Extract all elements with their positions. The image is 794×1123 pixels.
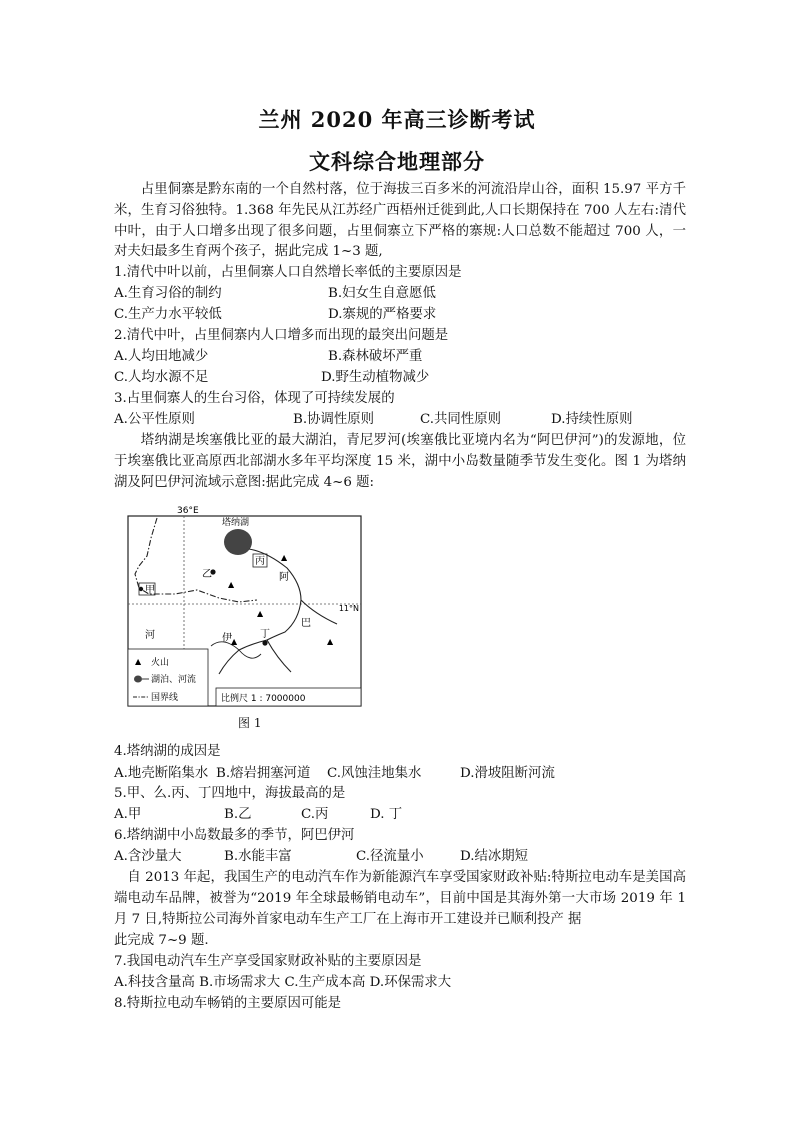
point-jia-dot (139, 587, 143, 591)
intro-paragraph-3: 自 2013 年起，我国生产的电动汽车作为新能源汽车享受国家财政补贴:特斯拉电动车是美国高端电动车品牌，被誉为“2019 年全球最畅销电动车”，目前中国是其海外第一大市场 2019 年 1 月 7 日,特斯拉公司海外首家电动车生产工厂在上海市开工建设并已顺利投产 据 (114, 870, 686, 927)
q1-option-b: B.妇女生自意愿低 (328, 286, 436, 301)
legend-lake-icon (134, 676, 142, 683)
river-char-2: 巴 (301, 618, 311, 629)
volcano-icon: ▲ (327, 637, 334, 646)
intro-paragraph-1: 占里侗寨是黔东南的一个自然村落，位于海拔三百多米的河流沿岸山谷，面积 15.97 平方千米，生育习俗独特。1.368 年先民从江苏经广西梧州迁徙到此,人口长期保持在 700 人左右:清代中叶，由于人口增多出现了很多问题，占里侗寨立下严格的寨规:人口总数不能超过 700 人，一对夫妇最多生育两个孩子，据此完成 1~3 题, (114, 182, 686, 260)
q5-option-c: C.丙 (301, 807, 329, 822)
q1-option-a: A.生育习俗的制约 (114, 286, 222, 301)
question-3: 3.占里侗寨人的生台习俗，体现了可持续发展的 (114, 391, 395, 406)
tana-lake-map (127, 504, 363, 708)
q5-option-d: D. 丁 (370, 807, 403, 822)
question-2: 2.清代中叶，占里侗寨内人口增多而出现的最突出问题是 (114, 328, 449, 343)
q1-option-c: C.生产力水平较低 (114, 307, 222, 322)
point-ding-label: 丁 (260, 629, 270, 640)
volcano-icon: ▲ (257, 609, 264, 618)
question-7: 7.我国电动汽车生产享受国家财政补贴的主要原因是 (114, 954, 422, 969)
river-char-4: 河 (145, 630, 155, 641)
intro-paragraph-3-end: 此完成 7~9 题. (114, 933, 209, 948)
legend-volcano-label: 火山 (151, 658, 170, 668)
q2-option-a: A.人均田地减少 (114, 349, 209, 364)
intro-paragraph-2: 塔纳湖是埃塞俄比亚的最大湖泊，青尼罗河(埃塞俄比亚境内名为“阿巴伊河”)的发源地，位于埃塞俄比亚高原西北部湖水多年平均深度 15 米，湖中小岛数量随季节发生变化。图 1 为塔纳湖及阿巴伊河流域示意图:据此完成 4~6 题: (114, 433, 686, 490)
q3-option-c: C.共同性原则 (420, 412, 501, 427)
q3-option-a: A.公平性原则 (114, 412, 195, 427)
page-subtitle: 文科综合地理部分 (309, 149, 485, 174)
question-8: 8.特斯拉电动车畅销的主要原因可能是 (114, 996, 342, 1011)
q3-option-b: B.协调性原则 (293, 412, 375, 427)
q1-option-d: D.寨规的严格要求 (328, 307, 437, 322)
q6-option-d: D.结冰期短 (460, 849, 529, 864)
q2-option-d: D.野生动植物减少 (321, 370, 430, 385)
point-yi-label: 乙 (202, 569, 212, 580)
figure-caption: 图 1 (238, 716, 262, 730)
longitude-label: 36°E (177, 506, 199, 516)
q5-option-b: B.乙 (224, 807, 252, 822)
point-jia-label: 甲 (145, 585, 155, 596)
question-4: 4.塔纳湖的成因是 (114, 744, 221, 759)
river-char-1: 阿 (279, 572, 289, 583)
legend-lake-label: 湖泊、河流 (151, 675, 197, 685)
q4-option-c: C.风蚀洼地集水 (327, 766, 422, 781)
point-bing-label: 丙 (255, 556, 265, 567)
volcano-icon: ▲ (228, 580, 235, 589)
q4-option-d: D.滑坡阻断河流 (460, 766, 555, 781)
legend-volcano-icon: ▲ (135, 657, 142, 666)
q6-option-b: B.水能丰富 (224, 849, 292, 864)
q2-option-b: B.森林破坏严重 (328, 349, 423, 364)
volcano-icon: ▲ (231, 637, 238, 646)
volcano-icon: ▲ (281, 553, 288, 562)
map-scale-label: 比例尺 1 : 7000000 (221, 694, 306, 704)
q7-options: A.科技含量高 B.市场需求大 C.生产成本高 D.环保需求大 (114, 975, 452, 990)
river-char-3: 伊 (222, 633, 232, 644)
q5-option-a: A.甲 (114, 807, 142, 822)
legend-border-label: 国界线 (151, 693, 179, 703)
q6-option-a: A.含沙量大 (114, 849, 182, 864)
q3-option-d: D.持续性原则 (551, 412, 633, 427)
q4-option-b: B.熔岩拥塞河道 (216, 766, 311, 781)
q2-option-c: C.人均水源不足 (114, 370, 209, 385)
point-ding-dot (262, 640, 267, 645)
lake-label: 塔纳湖 (222, 518, 250, 528)
q4-option-a: A.地壳断陷集水 (114, 766, 209, 781)
question-1: 1.清代中叶以前，占里侗寨人口自然增长率低的主要原因是 (114, 265, 462, 280)
page-title: 兰州 2020 年高三诊断考试 (258, 107, 536, 132)
q6-option-c: C.径流量小 (356, 849, 424, 864)
question-5: 5.甲、么.丙、丁四地中，海拔最高的是 (114, 786, 346, 801)
latitude-label: 11°N (338, 604, 359, 613)
question-6: 6.塔纳湖中小岛数最多的季节，阿巴伊河 (114, 828, 355, 843)
tana-lake (224, 529, 252, 555)
